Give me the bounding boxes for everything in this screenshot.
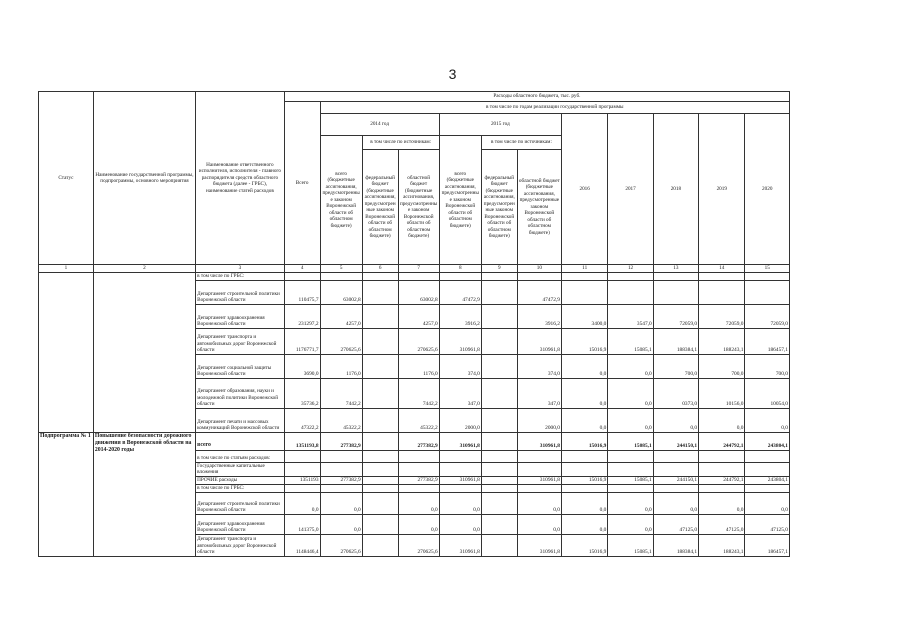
cell-value [362, 484, 398, 492]
header-reg-2015: областной бюджет (бюджетные ассигнования, предусмотренные законом Воронежской области об областном бюджете) [517, 150, 561, 265]
cell-value: 700,0 [653, 354, 698, 378]
cell-value: 0,0 [608, 492, 653, 514]
cell-value: 10156,0 [699, 378, 745, 408]
cell-value: 0,0 [745, 408, 790, 432]
cell-value: 1176,0 [320, 354, 362, 378]
column-number: 5 [320, 265, 362, 273]
column-number: 8 [439, 265, 481, 273]
cell-value [653, 462, 698, 476]
cell-value: 15016,9 [561, 534, 607, 556]
row-label: Департамент транспорта и автомобильных дорог Воронежской области [196, 328, 285, 354]
cell-value: 3547,0 [608, 304, 653, 328]
header-2015: 2015 год [439, 114, 561, 136]
cell-value [398, 273, 439, 281]
column-number: 11 [561, 265, 607, 273]
header-2019: 2019 [699, 114, 745, 265]
cell-value [517, 273, 561, 281]
cell-value: 2000,0 [517, 408, 561, 432]
cell-value [481, 273, 517, 281]
cell-value [653, 484, 698, 492]
row-label: всего [196, 432, 285, 450]
cell-value: 0,0 [561, 408, 607, 432]
column-number: 13 [653, 265, 698, 273]
cell-value: 0,0 [439, 492, 481, 514]
cell-value: 1176771,7 [284, 328, 320, 354]
cell-value: 7442,2 [398, 378, 439, 408]
cell-value [362, 492, 398, 514]
cell-value [439, 484, 481, 492]
cell-value: 277382,9 [320, 432, 362, 450]
cell-value [362, 514, 398, 534]
cell-value [284, 484, 320, 492]
column-number: 1 [39, 265, 94, 273]
cell-value: 3400,0 [561, 304, 607, 328]
header-reg-2014: областной бюджет (бюджетные ассигнования, предусмотренные законом Воронежской области об областном бюджете) [398, 150, 439, 265]
cell-value: 15085,1 [608, 328, 653, 354]
cell-value: 270625,6 [320, 328, 362, 354]
cell-value [561, 450, 607, 462]
cell-value [362, 450, 398, 462]
cell-value: 0,0 [608, 408, 653, 432]
cell-value [745, 450, 790, 462]
cell-value: 0,0 [561, 492, 607, 514]
header-total: Всего [284, 102, 320, 265]
cell-value [284, 462, 320, 476]
cell-value: 244792,1 [699, 476, 745, 484]
status-cell [39, 273, 94, 433]
cell-value: 0,0 [517, 514, 561, 534]
cell-value [362, 304, 398, 328]
cell-value: 700,0 [745, 354, 790, 378]
cell-value [608, 462, 653, 476]
cell-value: 270625,6 [320, 534, 362, 556]
cell-value [439, 273, 481, 281]
cell-value: 45322,2 [320, 408, 362, 432]
cell-value: 15016,9 [561, 328, 607, 354]
cell-value: 0,0 [320, 492, 362, 514]
cell-value [517, 462, 561, 476]
cell-value: 15085,1 [608, 476, 653, 484]
row-label: в том числе по ГРБС: [196, 273, 285, 281]
column-number: 7 [398, 265, 439, 273]
cell-value [561, 273, 607, 281]
cell-value: 0,0 [439, 514, 481, 534]
cell-value [481, 280, 517, 304]
cell-value: 270625,6 [398, 534, 439, 556]
cell-value [481, 304, 517, 328]
cell-value: 47125,0 [699, 514, 745, 534]
row-label: Департамент социальной защиты Воронежской области [196, 354, 285, 378]
cell-value: 15016,9 [561, 476, 607, 484]
cell-value [517, 450, 561, 462]
subprogram-status: Подпрограмма № 1 [39, 432, 94, 556]
column-number: 14 [699, 265, 745, 273]
cell-value [398, 462, 439, 476]
cell-value [481, 450, 517, 462]
cell-value [362, 432, 398, 450]
cell-value [653, 450, 698, 462]
cell-value [362, 273, 398, 281]
cell-value: 0,0 [608, 514, 653, 534]
cell-value: 270625,6 [398, 328, 439, 354]
cell-value: 310961,8 [517, 534, 561, 556]
cell-value: 47125,0 [653, 514, 698, 534]
header-fed-2014: федеральный бюджет (бюджетные ассигнования, предусмотренные законом Воронежской области об областном бюджете) [362, 150, 398, 265]
cell-value: 0,0 [561, 354, 607, 378]
header-sources-2015: в том числе по источникам: [481, 136, 561, 150]
cell-value: 0,0 [517, 492, 561, 514]
cell-value [362, 462, 398, 476]
header-fed-2015: федеральный бюджет (бюджетные ассигнования, предусмотренные законом Воронежской области об областном бюджете) [481, 150, 517, 265]
cell-value: 15085,1 [608, 432, 653, 450]
cell-value [608, 273, 653, 281]
budget-table [38, 91, 790, 557]
cell-value: 277382,9 [398, 432, 439, 450]
cell-value: 110475,7 [284, 280, 320, 304]
column-number: 15 [745, 265, 790, 273]
cell-value [481, 462, 517, 476]
cell-value: 243804,1 [745, 432, 790, 450]
cell-value [320, 484, 362, 492]
row-label: в том числе по статьям расходов: [196, 450, 285, 462]
cell-value [608, 280, 653, 304]
cell-value [320, 273, 362, 281]
cell-value: 47472,9 [439, 280, 481, 304]
cell-value [320, 450, 362, 462]
cell-value [699, 462, 745, 476]
cell-value: 0,0 [699, 492, 745, 514]
cell-value: 347,0 [439, 378, 481, 408]
cell-value: 45322,2 [398, 408, 439, 432]
cell-value: 374,0 [439, 354, 481, 378]
table-row [39, 273, 790, 281]
column-number: 4 [284, 265, 320, 273]
cell-value: 0,0 [745, 492, 790, 514]
header-executor: Наименование ответственного исполнителя, исполнителя - главного распорядителя средств областного бюджета (далее - ГРБС), наименование статей расходов [196, 92, 285, 265]
cell-value: 72059,0 [653, 304, 698, 328]
cell-value [362, 354, 398, 378]
cell-value: 277382,9 [398, 476, 439, 484]
cell-value [745, 484, 790, 492]
cell-value [481, 514, 517, 534]
cell-value [398, 450, 439, 462]
cell-value: 374,0 [517, 354, 561, 378]
cell-value: 72059,0 [745, 304, 790, 328]
cell-value [699, 450, 745, 462]
cell-value: 3690,0 [284, 354, 320, 378]
cell-value: 35736,2 [284, 378, 320, 408]
cell-value: 47472,9 [517, 280, 561, 304]
cell-value: 310961,8 [517, 476, 561, 484]
cell-value [362, 408, 398, 432]
cell-value: 0,0 [699, 408, 745, 432]
cell-value [653, 280, 698, 304]
page-number: 3 [448, 66, 457, 82]
cell-value [362, 534, 398, 556]
cell-value [439, 462, 481, 476]
cell-value: 15016,9 [561, 432, 607, 450]
cell-value: 0,0 [653, 408, 698, 432]
row-label: Департамент печати и массовых коммуникаций Воронежской области [196, 408, 285, 432]
column-number: 3 [196, 265, 285, 273]
cell-value [284, 273, 320, 281]
cell-value: 310961,8 [517, 432, 561, 450]
cell-value: 63002,8 [398, 280, 439, 304]
header-2020: 2020 [745, 114, 790, 265]
cell-value: 310961,8 [439, 476, 481, 484]
row-label: Департамент здравоохранения Воронежской области [196, 304, 285, 328]
cell-value: 4257,0 [398, 304, 439, 328]
row-label: Департамент образования, науки и молодежной политики Воронежской области [196, 378, 285, 408]
cell-value: 72059,0 [699, 304, 745, 328]
cell-value: 277382,9 [320, 476, 362, 484]
cell-value [561, 462, 607, 476]
cell-value [653, 273, 698, 281]
cell-value: 4257,0 [320, 304, 362, 328]
cell-value [284, 450, 320, 462]
header-all-2015: всего (бюджетные ассигнования, предусмотренные законом Воронежской области об областном бюджете) [439, 136, 481, 265]
row-label: Департамент транспорта и автомобильных дорог Воронежской области [196, 534, 285, 556]
cell-value: 10054,0 [745, 378, 790, 408]
cell-value: 1351193 [284, 476, 320, 484]
cell-value: 1176,0 [398, 354, 439, 378]
cell-value [481, 354, 517, 378]
cell-value: 2000,0 [439, 408, 481, 432]
cell-value [745, 273, 790, 281]
header-sources-2014: в том числе по источникам: [362, 136, 439, 150]
cell-value: 0,0 [561, 378, 607, 408]
cell-value [481, 378, 517, 408]
cell-value: 1148446,4 [284, 534, 320, 556]
cell-value [481, 492, 517, 514]
cell-value [481, 408, 517, 432]
cell-value [699, 484, 745, 492]
header-all-2014: всего (бюджетные ассигнования, предусмотренные законом Воронежской области об областном бюджете) [320, 136, 362, 265]
cell-value: 7442,2 [320, 378, 362, 408]
cell-value: 244150,1 [653, 432, 698, 450]
cell-value [481, 534, 517, 556]
cell-value: 47322,2 [284, 408, 320, 432]
row-label: Государственные капитальные вложения [196, 462, 285, 476]
cell-value [362, 476, 398, 484]
cell-value: 0,0 [284, 492, 320, 514]
cell-value: 700,0 [699, 354, 745, 378]
header-2018: 2018 [653, 114, 698, 265]
cell-value: 186457,1 [745, 328, 790, 354]
cell-value [362, 378, 398, 408]
cell-value: 141375,0 [284, 514, 320, 534]
column-number: 6 [362, 265, 398, 273]
cell-value: 0,0 [608, 354, 653, 378]
table-row [39, 432, 790, 450]
cell-value: 231297,2 [284, 304, 320, 328]
cell-value [561, 484, 607, 492]
row-label: Департамент строительной политики Воронежской области [196, 280, 285, 304]
cell-value: 3916,2 [439, 304, 481, 328]
cell-value: 0,0 [320, 514, 362, 534]
cell-value [699, 273, 745, 281]
cell-value [439, 450, 481, 462]
cell-value: 0,0 [608, 378, 653, 408]
cell-value: 244150,1 [653, 476, 698, 484]
cell-value [608, 484, 653, 492]
header-status: Статус [39, 92, 94, 265]
header-incl-years: в том числе по годам реализации государственной программы [320, 102, 789, 114]
header-expenses: Расходы областного бюджета, тыс. руб. [284, 92, 789, 102]
column-number: 10 [517, 265, 561, 273]
cell-value: 243804,1 [745, 476, 790, 484]
cell-value [608, 450, 653, 462]
cell-value: 310961,8 [439, 432, 481, 450]
header-program-name: Наименование государственной программы, подпрограммы, основного мероприятия [93, 92, 195, 265]
cell-value [561, 280, 607, 304]
cell-value: 310961,8 [439, 328, 481, 354]
row-label: Департамент здравоохранения Воронежской области [196, 514, 285, 534]
cell-value [699, 280, 745, 304]
cell-value: 0,0 [653, 492, 698, 514]
cell-value [481, 476, 517, 484]
cell-value [481, 432, 517, 450]
cell-value [362, 328, 398, 354]
cell-value [517, 484, 561, 492]
cell-value [320, 462, 362, 476]
row-label: Департамент строительной политики Воронежской области [196, 492, 285, 514]
cell-value: 0,0 [398, 514, 439, 534]
cell-value: 188243,1 [699, 534, 745, 556]
row-label: в том числе по ГРБС: [196, 484, 285, 492]
cell-value: 347,0 [517, 378, 561, 408]
header-2017: 2017 [608, 114, 653, 265]
row-label: ПРОЧИЕ расходы [196, 476, 285, 484]
cell-value: 0,0 [398, 492, 439, 514]
cell-value: 244792,1 [699, 432, 745, 450]
column-number: 12 [608, 265, 653, 273]
cell-value: 15085,1 [608, 534, 653, 556]
cell-value: 0,0 [561, 514, 607, 534]
cell-value: 310961,8 [439, 534, 481, 556]
cell-value [481, 484, 517, 492]
cell-value [745, 462, 790, 476]
cell-value: 1351193,8 [284, 432, 320, 450]
cell-value [745, 280, 790, 304]
cell-value: 186457,1 [745, 534, 790, 556]
cell-value: 188384,1 [653, 534, 698, 556]
column-number: 9 [481, 265, 517, 273]
cell-value: 47125,0 [745, 514, 790, 534]
cell-value: 3916,2 [517, 304, 561, 328]
cell-value: 310961,8 [517, 328, 561, 354]
cell-value: 188243,1 [699, 328, 745, 354]
header-2014: 2014 год [320, 114, 439, 136]
program-name-cell [93, 273, 195, 433]
header-2016: 2016 [561, 114, 607, 265]
column-number: 2 [93, 265, 195, 273]
cell-value: 0373,0 [653, 378, 698, 408]
subprogram-name: Повышение безопасности дорожного движения в Воронежской области на 2014-2020 годы [93, 432, 195, 556]
cell-value: 188384,1 [653, 328, 698, 354]
cell-value [398, 484, 439, 492]
cell-value [481, 328, 517, 354]
cell-value [362, 280, 398, 304]
cell-value: 63002,8 [320, 280, 362, 304]
